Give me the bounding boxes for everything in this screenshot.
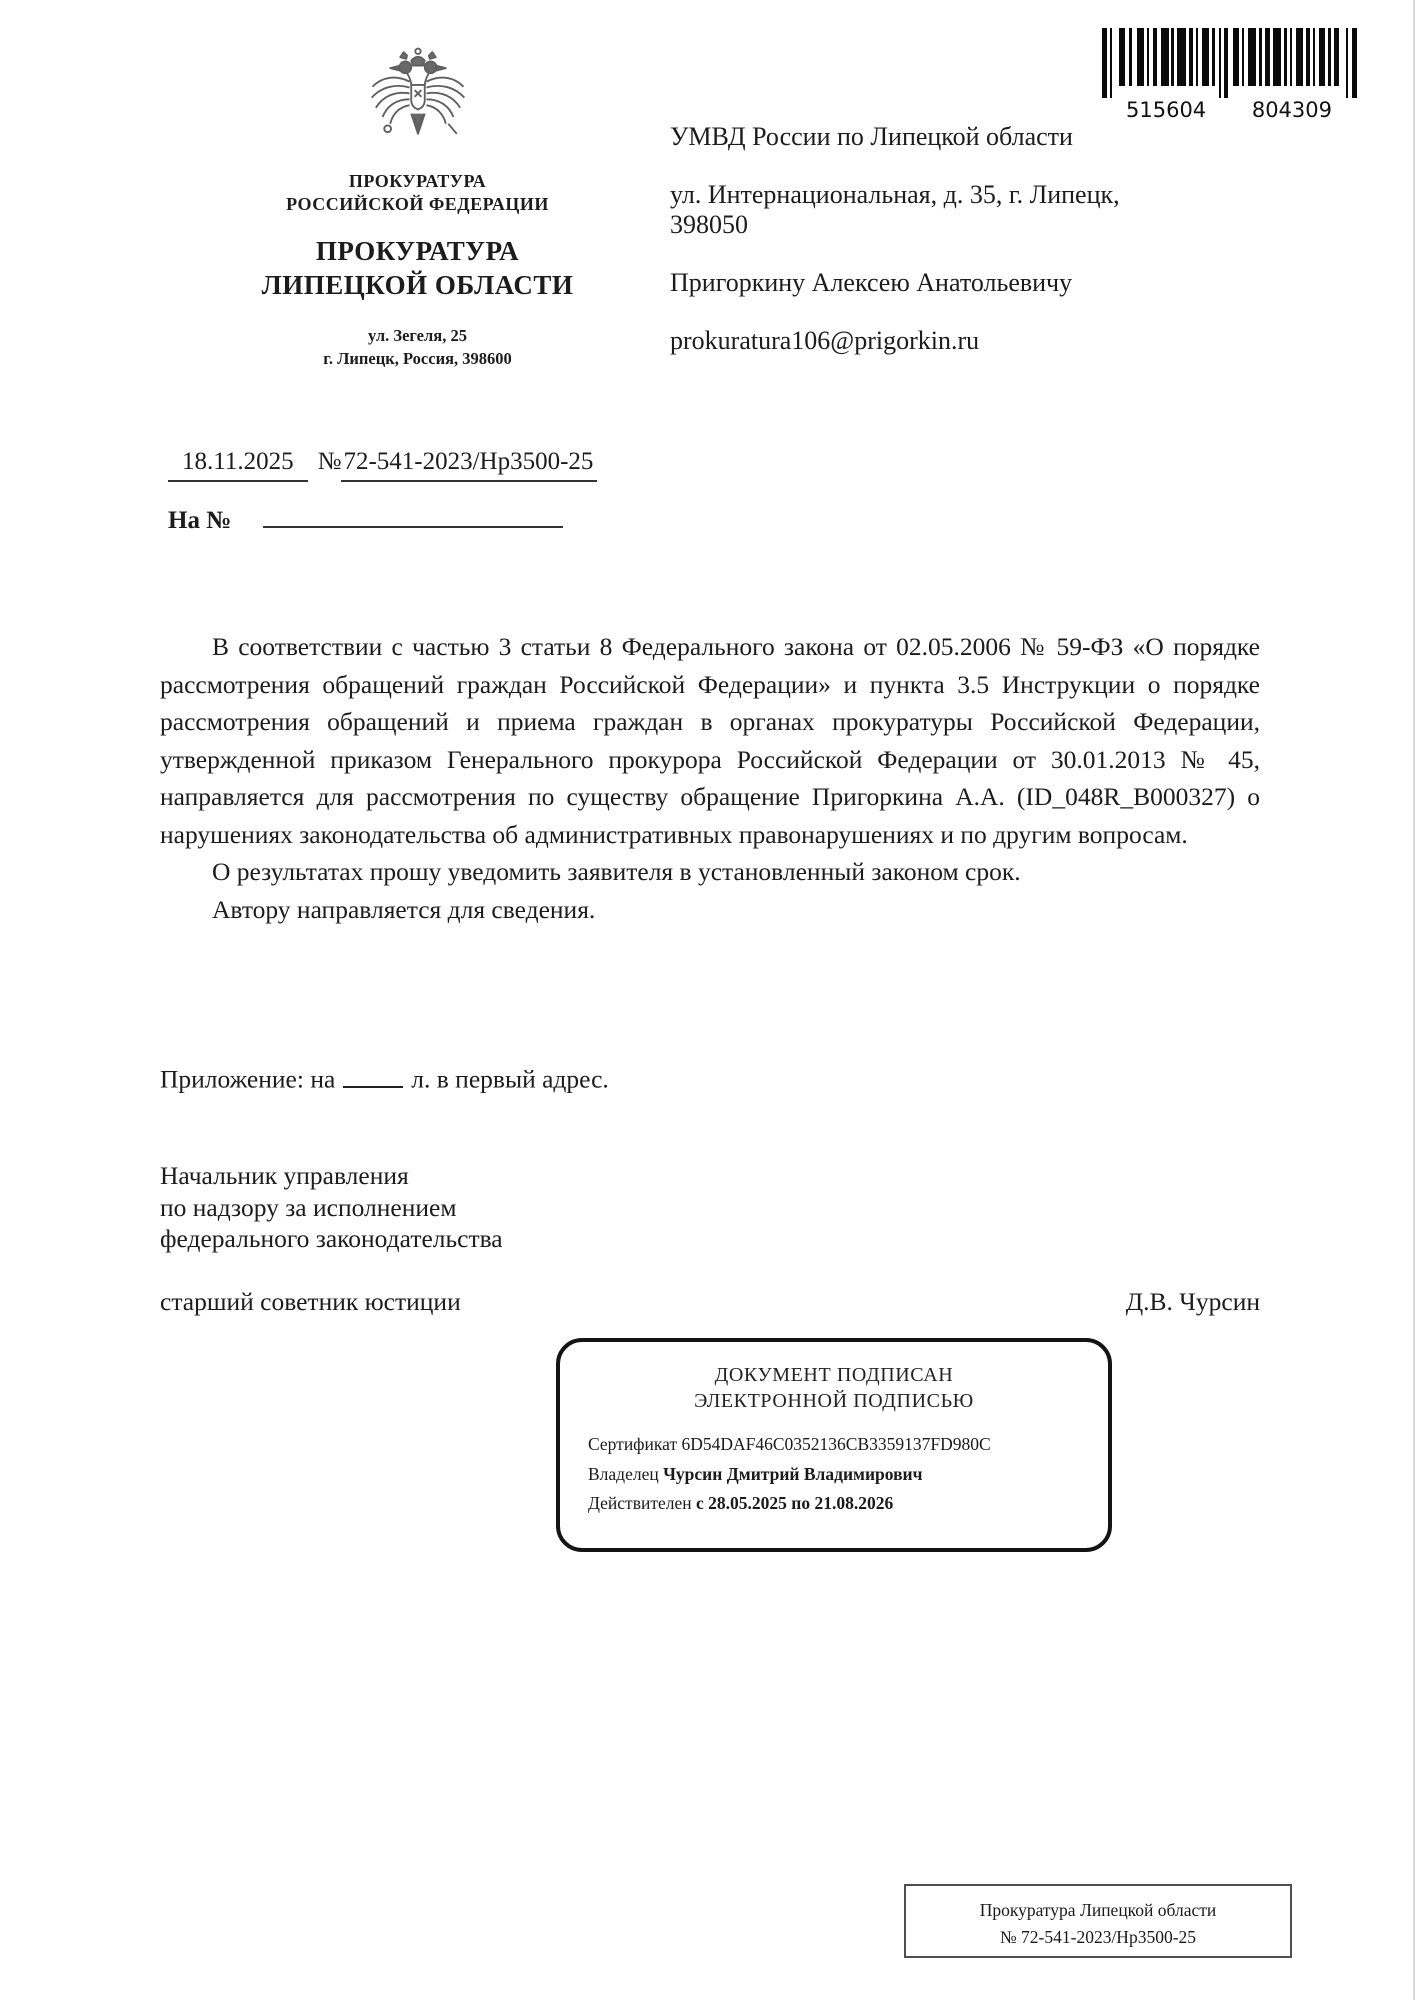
registration-org: Прокуратура Липецкой области <box>979 1900 1217 1920</box>
signature-block <box>160 1160 1260 1317</box>
stamp-title-line1: ДОКУМЕНТ ПОДПИСАН <box>714 1364 954 1386</box>
stamp-certificate-line <box>588 1430 1108 1460</box>
barcode-icon <box>1102 28 1360 100</box>
recipient-person: Пригоркину Алексею Анатольевичу <box>670 268 1073 297</box>
attachment-blank <box>343 1060 403 1088</box>
barcode-numbers <box>1102 98 1360 122</box>
reply-reference-blank <box>263 500 563 528</box>
signature-row <box>160 1286 1260 1318</box>
signer-position-line2: по надзору за исполнением <box>160 1192 457 1222</box>
recipient-address: ул. Интернациональная, д. 35, г. Липецк, 398050 <box>670 180 1120 239</box>
recipient-block <box>670 122 1130 356</box>
letterhead-address-line1: ул. Зегеля, 25 <box>368 326 467 345</box>
stamp-validity-label: Действителен <box>588 1493 692 1513</box>
letterhead-name-line2: ЛИПЕЦКОЙ ОБЛАСТИ <box>261 270 574 300</box>
stamp-certificate-label: Сертификат <box>588 1434 678 1454</box>
digital-signature-stamp <box>556 1338 1112 1552</box>
stamp-title <box>560 1362 1108 1414</box>
attachment-prefix: Приложение: на <box>160 1064 336 1094</box>
recipient-email: prokuratura106@prigorkin.ru <box>670 326 980 355</box>
document-date: 18.11.2025 <box>168 448 308 482</box>
document-number: 72-541-2023/Нр3500-25 <box>341 448 597 482</box>
stamp-owner-label: Владелец <box>588 1463 659 1484</box>
letterhead-name-line1: ПРОКУРАТУРА <box>315 236 520 266</box>
letterhead-address-line2: г. Липецк, Россия, 398600 <box>323 349 512 368</box>
stamp-details <box>588 1430 1108 1519</box>
body-paragraph-2: О результатах прошу уведомить заявителя в установленный законом срок. <box>212 857 1021 886</box>
reply-reference-label: На № <box>168 507 232 534</box>
letter-body <box>160 628 1260 928</box>
recipient-org: УМВД России по Липецкой области <box>670 122 1073 151</box>
attachment-line <box>160 1060 609 1095</box>
reply-reference-line <box>168 500 563 535</box>
barcode-number-right: 804309 <box>1251 98 1332 122</box>
letterhead-org-line2: РОССИЙСКОЙ ФЕДЕРАЦИИ <box>286 194 549 214</box>
stamp-owner-line <box>588 1460 1108 1490</box>
signer-rank: старший советник юстиции <box>160 1286 461 1316</box>
signer-name: Д.В. Чурсин <box>1125 1286 1260 1316</box>
number-sign: № <box>317 448 342 475</box>
body-paragraph-3: Автору направляется для сведения. <box>212 894 596 924</box>
coat-of-arms-icon <box>359 40 477 162</box>
attachment-suffix: л. в первый адрес. <box>411 1064 609 1094</box>
barcode-number-left: 515604 <box>1126 98 1207 122</box>
letterhead-address <box>225 324 610 370</box>
stamp-validity-value: с 28.05.2025 по 21.08.2026 <box>695 1493 894 1513</box>
letterhead <box>225 40 610 370</box>
stamp-owner-value: Чурсин Дмитрий Владимирович <box>663 1463 923 1484</box>
body-paragraph-1: В соответствии с частью 3 статьи 8 Федерального закона от 02.05.2006 № 59-ФЗ «О порядке рассмотрения обращений граждан Российской Федерации» и пункта 3.5 Инструкции о порядке рассмотрения обращений и приема граждан в органах прокуратуры Российской Федерации, утвержденной приказом Генерального прокурора Российской Федерации от 30.01.2013 № 45, направляется для рассмотрения по существу обращение Пригоркина А.А. (ID_048R_B000327) о нарушениях законодательства об административных правонарушениях и по другим вопросам. <box>160 632 1260 849</box>
signer-position-line3: федерального законодательства <box>160 1224 503 1253</box>
stamp-validity-line <box>588 1489 1108 1519</box>
stamp-title-line2: ЭЛЕКТРОННОЙ ПОДПИСЬЮ <box>694 1390 974 1412</box>
reference-line <box>168 448 597 482</box>
registration-box <box>904 1884 1292 1958</box>
letterhead-org-line1: ПРОКУРАТУРА <box>348 171 487 191</box>
stamp-certificate-value: 6D54DAF46C0352136CB3359137FD980C <box>681 1434 991 1454</box>
signer-position-line1: Начальник управления <box>160 1161 409 1190</box>
registration-number: № 72-541-2023/Нр3500-25 <box>999 1927 1197 1947</box>
barcode <box>1102 28 1360 122</box>
